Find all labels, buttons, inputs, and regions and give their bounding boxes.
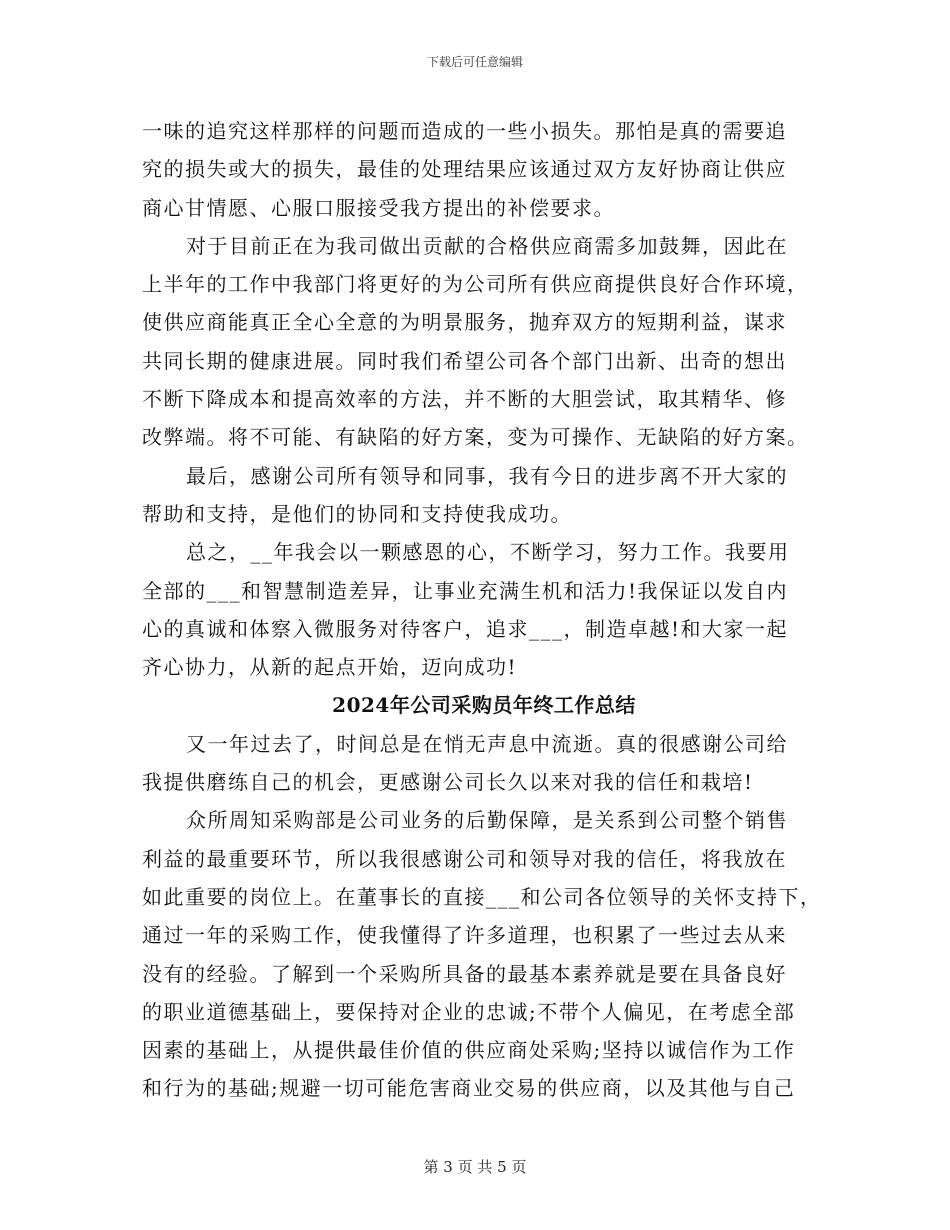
paragraph-line: 究的损失或大的损失，最佳的处理结果应该通过双方友好协商让供应 [142,157,787,182]
paragraph-line: 全部的___和智慧制造差异，让事业充满生机和活力!我保证以发自内 [142,578,789,603]
paragraph-line: 的职业道德基础上，要保持对企业的忠诚;不带个人偏见，在考虑全部 [142,999,796,1024]
paragraph-line: 如此重要的岗位上。在董事长的直接___和公司各位领导的关怀支持下， [142,884,822,909]
paragraph-line: 最后，感谢公司所有领导和同事，我有今日的进步离不开大家的 [186,463,788,488]
paragraph-line: 上半年的工作中我部门将更好的为公司所有供应商提供良好合作环境， [142,272,809,297]
paragraph-line: 齐心协力，从新的起点开始，迈向成功! [142,655,518,680]
paragraph-line: 我提供磨练自己的机会，更感谢公司长久以来对我的信任和栽培! [142,770,754,795]
paragraph-line: 总之，__年我会以一颗感恩的心，不断学习，努力工作。我要用 [186,540,790,565]
paragraph-line: 对于目前正在为我司做出贡献的合格供应商需多加鼓舞，因此在 [186,233,788,258]
paragraph-line: 共同长期的健康进展。同时我们希望公司各个部门出新、出奇的想出 [142,348,787,373]
document-body [142,112,822,1108]
paragraph-line: 又一年过去了，时间总是在悄无声息中流逝。真的很感谢公司给 [186,731,788,756]
paragraph-line: 一味的追究这样那样的问题而造成的一些小损失。那怕是真的需要追 [142,119,787,143]
paragraph-line: 不断下降成本和提高效率的方法，并不断的大胆尝试，取其精华、修 [142,387,787,412]
page-header: 下载后可任意编辑 [426,55,523,69]
paragraph-line: 没有的经验。了解到一个采购所具备的最基本素养就是要在具备良好 [142,961,787,986]
paragraph-line: 心的真诚和体察入微服务对待客户，追求___，制造卓越!和大家一起 [142,616,789,641]
section-title: 2024年公司采购员年终工作总结 [332,693,636,718]
page-number: 第 3 页 共 5 页 [423,1158,527,1176]
paragraph-line: 使供应商能真正全心全意的为明景服务，抛弃双方的短期利益，谋求 [142,310,787,335]
paragraph-line: 众所周知采购部是公司业务的后勤保障，是关系到公司整个销售 [186,808,788,833]
paragraph-line: 商心甘情愿、心服口服接受我方提出的补偿要求。 [142,195,615,220]
paragraph-line: 帮助和支持，是他们的协同和支持使我成功。 [142,501,572,526]
paragraph-line: 利益的最重要环节，所以我很感谢公司和领导对我的信任，将我放在 [142,846,787,871]
paragraph-line: 因素的基础上，从提供最佳价值的供应商处采购;坚持以诚信作为工作 [142,1038,796,1063]
paragraph-line: 改弊端。将不可能、有缺陷的好方案，变为可操作、无缺陷的好方案。 [142,425,809,450]
paragraph-line: 和行为的基础;规避一切可能危害商业交易的供应商，以及其他与自己 [142,1076,796,1101]
paragraph-line: 通过一年的采购工作，使我懂得了许多道理，也积累了一些过去从来 [142,923,787,948]
